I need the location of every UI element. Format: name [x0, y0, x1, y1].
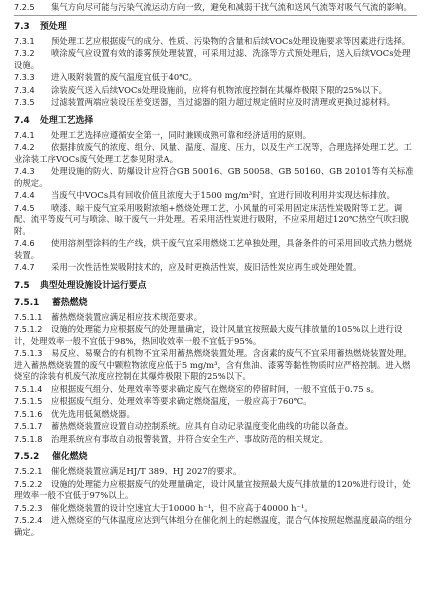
- clause-7-5-1-6: [14, 409, 417, 421]
- clause-number: 7.5.2.2: [14, 479, 43, 489]
- section-heading-7-5: [14, 281, 417, 292]
- clause-number: 7.3.1: [14, 36, 35, 46]
- clause-number: 7.4.3: [14, 167, 35, 176]
- section-number: 7.5: [14, 280, 30, 291]
- clause-7-4-5: [14, 203, 417, 238]
- clause-7-5-1-3: [14, 348, 417, 383]
- clause-text: 蓄热燃烧装置应满足相应技术规范要求。: [51, 311, 203, 322]
- clause-number: 7.3.2: [14, 49, 35, 58]
- section-heading-7-3: [14, 22, 417, 33]
- clause-text: 喷漆、晾干废气宜采用吸附浓缩+燃烧处理工艺，小风量的可采用固定床活性炭吸附等工艺。调配、流平等废气可与喷涂、晾干废气一并处理。若采用活性炭进行吸附，不应采用超过120℃热空气吹扫脱附。: [14, 202, 409, 236]
- clause-7-5-1-5: [14, 396, 417, 408]
- clause-7-4-1: [14, 130, 417, 142]
- clause-number: 7.4.7: [14, 263, 35, 272]
- clause-7-5-2-3: [14, 503, 417, 515]
- clause-7-3-2: [14, 48, 417, 71]
- clause-7-3-5: [14, 97, 417, 109]
- clause-7-5-1-7: [14, 421, 417, 433]
- clause-number: 7.5.2.4: [14, 516, 43, 525]
- clause-7-5-2-4: [14, 515, 417, 538]
- clause-number: 7.5.1.5: [14, 397, 43, 406]
- clause-number: 7.5.1.3: [14, 349, 43, 358]
- clause-number: 7.4.4: [14, 191, 35, 200]
- clause-text: 依据排放废气的浓度、组分、风量、温度、湿度、压力，以及生产工况等，合理选择处理工艺。工业涂装工序VOCs废气处理工艺参见附录A。: [14, 142, 412, 164]
- clause-number: 7.3.4: [14, 85, 35, 95]
- section-7-4-clauses: [14, 130, 417, 274]
- clause-text: 蓄热燃烧装置应设置自动控制系统。应具有自动记录温度变化曲线的功能以备查。: [51, 421, 354, 431]
- clause-text: 采用一次性活性炭吸附技术的，应及时更换活性炭，废旧活性炭应再生或处理处置。: [51, 262, 362, 272]
- clause-number: 7.5.1.8: [14, 434, 43, 444]
- subsection-title: 催化燃烧: [52, 452, 88, 462]
- section-7-3-clauses: [14, 36, 417, 109]
- clause-text: 过滤装置两端应装设压差变送器，当过滤器的阻力超过规定值时应及时清理或更换过滤材料。: [51, 97, 396, 107]
- clause-number: 7.4.2: [14, 143, 35, 152]
- clause-7-5-2-1: [14, 466, 417, 478]
- clause-text: 进入燃烧室的气体温度应达到气体组分在催化剂上的起燃温度，混合气体按照起燃温度最高的组分确定。: [14, 515, 412, 537]
- clause-7-3-3: [14, 72, 417, 84]
- clause-text: 优先选用低氮燃烧器。: [51, 408, 135, 419]
- clause-text: 催化燃烧装置的设计空速宜大于10000 h⁻¹，但不应高于40000 h⁻¹。: [51, 502, 313, 513]
- clause-7-3-4: [14, 85, 417, 97]
- section-title: 典型处理设施设计运行要点: [40, 280, 147, 291]
- subsection-title: 蓄热燃烧: [52, 297, 88, 308]
- clause-7-3-1: [14, 36, 417, 48]
- clause-number: 7.5.1.4: [14, 384, 43, 394]
- clause-text: 应根据废气组分、处理效率等要求确定燃烧温度，一般应高于760℃。: [51, 396, 312, 406]
- clause-number: 7.5.1.1: [14, 312, 43, 322]
- clause-number: 7.5.2.3: [14, 503, 43, 513]
- clause-7-5-1-2: [14, 324, 417, 347]
- clause-number: 7.5.1.6: [14, 409, 43, 419]
- clause-number: 7.3.3: [14, 73, 35, 82]
- subsection-number: 7.5.1: [14, 297, 40, 308]
- clause-text: 设施的处理能力应根据废气的处理量确定，设计风量宜按照最大废气排放量的120%进行设计，处理效率一般不宜低于97%以上。: [14, 478, 411, 500]
- section-title: 预处理: [40, 21, 67, 32]
- clause-text: 预处理工艺应根据废气的成分、性质、污染物的含量和后续VOCs处理设施要求等因素进行选择。: [51, 35, 411, 46]
- clause-7-5-1-8: [14, 434, 417, 446]
- clause-7-2-5: [14, 2, 417, 14]
- clause-text: 涂装废气送入后续VOCs处理设施前，应将有机物浓度控制在其爆炸极限下限的25%以下。: [51, 84, 388, 95]
- clause-text: 应根据废气组分、处理效率等要求确定废气在燃烧室的停留时间，一般不宜低于0.75 s。: [51, 383, 379, 394]
- subsection-number: 7.5.2: [14, 452, 40, 462]
- section-number: 7.3: [14, 21, 30, 32]
- clause-7-4-2: [14, 142, 417, 165]
- section-7-5-2-clauses: [14, 466, 417, 538]
- clause-text: 使用溶剂型涂料的生产线，烘干废气宜采用燃烧工艺单独处理，具备条件的可采用回收式热力燃烧装置。: [14, 238, 412, 260]
- clause-text: 催化燃烧装置应满足HJ/T 389、HJ 2027的要求。: [51, 466, 242, 476]
- section-number: 7.4: [14, 115, 30, 126]
- clause-number: 7.5.1.7: [14, 422, 43, 431]
- clause-7-5-1-4: [14, 384, 417, 396]
- section-heading-7-4: [14, 116, 417, 127]
- clause-text: 喷涂废气应设置有效的漆雾预处理装置，可采用过滤、洗涤等方式预处理后，送入后续VOCs处理设施。: [14, 48, 411, 70]
- clause-text: 易反应、易聚合的有机物不宜采用蓄热燃烧装置处理。含卤素的废气不宜采用蓄热燃烧装置处理。进入蓄热燃烧装置的废气中颗粒物浓度应低于5 mg/m³，含有焦油、漆雾等黏性物质时应严格控制。进入燃烧室的涂装有机废气浓度应控制在其爆炸极限下限的25%以下。: [14, 348, 412, 381]
- clause-number: 7.5.1.2: [14, 325, 43, 334]
- clause-text: 当废气中VOCs具有回收价值且浓度大于1500 mg/m³时，宜进行回收利用并实现达标排放。: [51, 190, 395, 200]
- subsection-heading-7-5-2: [14, 452, 417, 463]
- clause-7-4-7: [14, 262, 417, 274]
- clause-7-5-2-2: [14, 479, 417, 502]
- clause-number: 7.4.6: [14, 239, 35, 248]
- section-7-5-1-clauses: [14, 312, 417, 446]
- clause-text: 集气方向尽可能与污染气流运动方向一致，避免和减弱干扰气流和送风气流等对吸气气流的影响。: [51, 2, 412, 12]
- clause-7-4-4: [14, 190, 417, 202]
- clause-text: 处理设施的防火、防爆设计应符合GB 50016、GB 50058、GB 50160、GB 20101等有关标准的规定。: [14, 166, 414, 188]
- clause-number: 7.2.5: [14, 3, 35, 12]
- clause-text: 进入吸附装置的废气温度宜低于40℃。: [51, 72, 198, 82]
- section-title: 处理工艺选择: [40, 115, 94, 126]
- divider: [14, 15, 417, 16]
- clause-7-5-1-1: [14, 312, 417, 324]
- clause-7-4-3: [14, 166, 417, 189]
- clause-number: 7.4.5: [14, 203, 35, 213]
- clause-7-4-6: [14, 238, 417, 261]
- clause-text: 设施的处理能力应根据废气的处理量确定，设计风量宜按照最大废气排放量的105%以上进行设计，处理效率一般不宜低于98%，热回收效率一般不宜低于95%。: [14, 324, 403, 346]
- clause-number: 7.3.5: [14, 98, 35, 107]
- subsection-heading-7-5-1: [14, 298, 417, 309]
- clause-number: 7.4.1: [14, 130, 35, 140]
- clause-text: 处理工艺选择应遵循安全第一，同时兼顾成熟可靠和经济适用的原则。: [51, 129, 312, 140]
- clause-text: 治理系统应有事故自动报警装置，并符合安全生产、事故防范的相关规定。: [51, 433, 328, 444]
- clause-number: 7.5.2.1: [14, 467, 43, 476]
